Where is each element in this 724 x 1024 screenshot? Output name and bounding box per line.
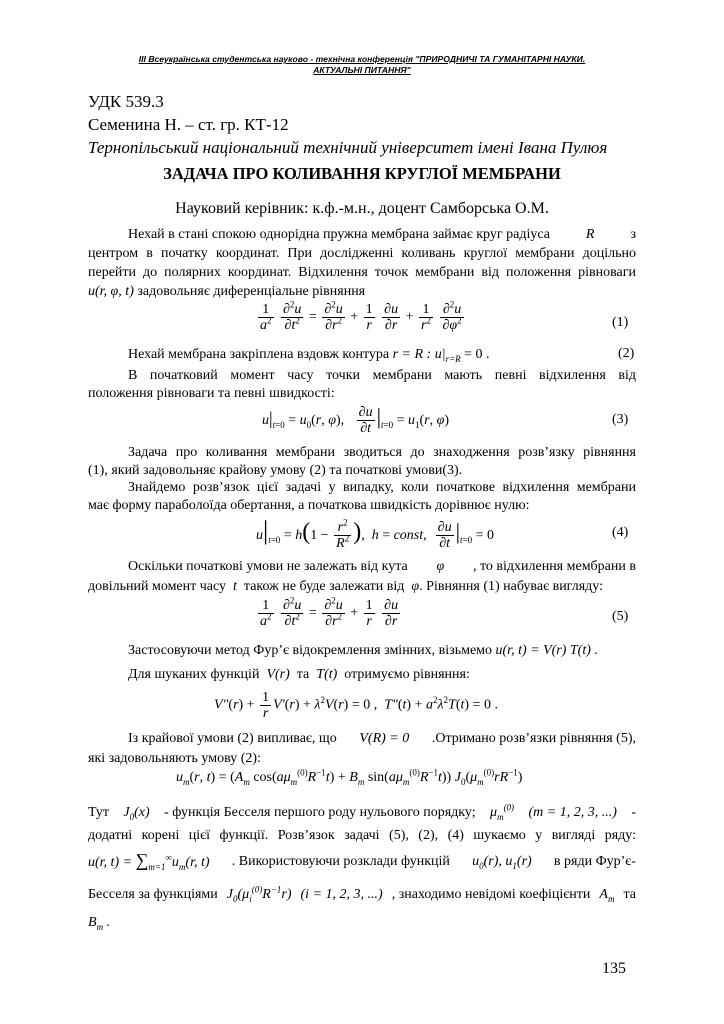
paragraph-1-line3: перейти до полярних координат. Відхилення точок мембрани від положення рівноваги [88,265,636,280]
p2-text: Нехай мембрана закріплена вздовж контура [128,347,390,362]
paragraph-5-line2: має форму параболоїда обертання, а початкова швидкість дорівнює нулю: [88,498,530,513]
paragraph-10-line4: Бесселя за функціями $J_0(\mu_i^{(0)}R^{-1}r)$ (i = 1, 2, 3, ...) , знаходимо невідомі коефіцієнти $A_m$ та [88,884,636,904]
equation-2-number: (2) [618,346,635,361]
p1-function: u(r, φ, t) [88,284,134,299]
paragraph-5-line1: Знайдемо розв’язок цієї задачі у випадку, коли початкове відхилення мембрани [128,480,636,495]
paragraph-2 [128,346,490,363]
p9-line1a: Із крайової умови (2) випливає, що [128,731,337,746]
equation-5: $\frac{1}{a^2}$ $\frac{\partial^2u}{\partial t^2}$ = $\frac{\partial^2u}{\partial r^2}$ + $\frac{1}{r}$ $\frac{\partial u}{\partial r}$ [260,595,399,629]
equation-bessel-ode: V″(r) + $\frac{1}{r}$ $V'(r) + \lambda^2V(r) = 0$ , $T''(t) + a^2\lambda^2T(t) = 0$ . [214,690,498,721]
p1-var-R: R [585,227,595,242]
p1-line4-text: задовольняє диференціальне рівняння [137,284,366,299]
equation-5-number: (5) [612,609,629,624]
paragraph-3-line2: положення рівноваги та певні швидкості: [88,386,335,401]
p8-a: Для шуканих функцій [128,667,260,682]
p8-b: та [296,667,310,682]
p6-phi: φ [436,559,445,574]
conference-header-line1: III Всеукраїнська студентська науково - технічна конференція "ПРИРОДНИЧІ ТА ГУМАНІТАРНІ НАУКИ. [138,54,586,64]
paragraph-9-line2: які задовольняють умову (2): [88,751,261,766]
p6-line1b: , то відхилення мембрани в [472,559,636,574]
p10-line1b: - функція Бесселя першого роду нульового порядку; [164,805,476,820]
p6-line2b: також не буде залежати від [243,579,405,594]
p1-line1-text: Нехай в стані спокою однорідна пружна мембрана займає круг радіуса [128,227,550,242]
p9-line1c: .Отримано розв’язки рівняння (5), [431,731,636,746]
paragraph-1-line4 [88,283,365,300]
author: Семенина Н. – ст. гр. КТ-12 [88,115,289,134]
paragraph-10-line3: u(r, $t) = \sum_{m=1}^\infty u_m(r$, t) . Використовуючи розклади функцій $u_0(r)$, $u_1(r)$ в ряди Фур’є- [88,850,636,872]
p9-line1b: V(R) = 0 [359,731,410,746]
equation-4: $u|_{t=0} = h(1$ − $\frac{r^2}{R^2}$ ), h = const, $\frac{\partial u}{\partial t}$ $|_{t=0} = 0$ [256,516,494,552]
udk-code: УДК 539.3 [88,92,164,111]
paragraph-6-line1 [128,558,636,575]
p10-line1d: - [631,805,636,820]
equation-um: $u_m(r$, $t) = (A_m$ $\cos(a\mu_m^{(0)}R^{-1}t) + B_m$ $\sin(a\mu_m^{(0)}R^{-1}t)$) $J_0(\mu_m^{(0)}rR^{-1})$ [176,767,523,787]
paragraph-3-line1: В початковий момент часу точки мембрани мають певні відхилення від [128,368,636,383]
p10-line1c: (m = 1, 2, 3, ...) [528,805,617,820]
conference-header-line2: АКТУАЛЬНІ ПИТАННЯ" [313,65,411,75]
paragraph-7 [128,642,598,659]
p2-condition-end: = 0 . [464,347,490,362]
paragraph-6-line2: довільний момент часу t також не буде залежати від φ. Рівняння (1) набуває вигляду: [88,579,603,594]
paragraph-8: Для шуканих функцій V(r) та T(t) отримуємо рівняння: [128,667,470,682]
equation-1-number: (1) [612,315,629,330]
p2-condition: r = R : u| [392,347,446,362]
paragraph-9-line1 [128,730,636,747]
page-number: 135 [602,960,626,977]
equation-1: $\frac{1}{a^2}$ $\frac{\partial^2u}{\partial t^2}$ = $\frac{\partial^2u}{\partial r^2}$ + $\frac{1}{r}$ $\frac{\partial u}{\partial r}$ + $\frac{1}{r^2}$ $\frac{\partial^2u}{\partial\varphi^2}$ [260,299,462,333]
paragraph-4-line1: Задача про коливання мембрани зводиться до знаходження розв’язку рівняння [128,445,636,460]
p8-c: отримуємо рівняння: [344,667,470,682]
paragraph-1-line2: центром в початку координат. При дослідженні коливань круглої мембрани доцільно [88,246,636,261]
p7-text: Застосовуючи метод Фур’є відокремлення змінних, візьмемо [128,643,493,658]
paragraph-10-line2: додатні корені цієї функції. Розв’язок задачі (5), (2), (4) шукаємо у вигляді ряду: [88,828,636,843]
p10-line4a: Бесселя за функціями [88,887,218,902]
equation-4-number: (4) [612,525,629,540]
p6-line1a: Оскільки початкові умови не залежать від кута [128,559,408,574]
paragraph-4-line2: (1), який задовольняє крайову умову (2) та початкові умови(3). [88,463,463,478]
p10-line1a: Тут [88,805,109,820]
p1-line1-end: з [630,227,636,242]
p10-line4b: (i = 1, 2, 3, ...) [300,887,383,902]
p6-line2a: довільний момент часу [88,579,227,594]
p10-line3b: в ряди Фур’є- [553,854,636,869]
conference-header [80,54,644,76]
equation-3-number: (3) [612,412,629,427]
paragraph-10-line1: Тут $J_0(x)$ - функція Бесселя першого роду нульового порядку; $\mu_m^{(0)}$ (m = 1, 2, 3, ...) - [88,802,636,822]
p10-line4d: та [623,887,636,902]
p10-line4c: , знаходимо невідомі коефіцієнти [391,887,591,902]
equation-3: $u|_{t=0} = u_0(r$, φ), $\frac{\partial u}{\partial t}$ $|_{t=0} = u_1(r$, φ) [262,404,450,437]
affiliation: Тернопільський національний технічний університет імені Івана Пулюя [88,138,608,157]
p2-condition-sub: r=R [445,353,461,364]
paragraph-10-line5: $B_m$ . [88,915,111,932]
p10-line3a: . Використовуючи розклади функцій [231,854,450,869]
paper-title: ЗАДАЧА ПРО КОЛИВАННЯ КРУГЛОЇ МЕМБРАНИ [163,164,561,183]
supervisor: Науковий керівник: к.ф.-м.н., доцент Самборська О.М. [175,200,549,217]
paragraph-1-line1 [128,226,636,243]
p7-formula: u(r, t) = V(r) T(t) . [495,643,598,658]
p6-line2c: . Рівняння (1) набуває вигляду: [419,579,603,594]
